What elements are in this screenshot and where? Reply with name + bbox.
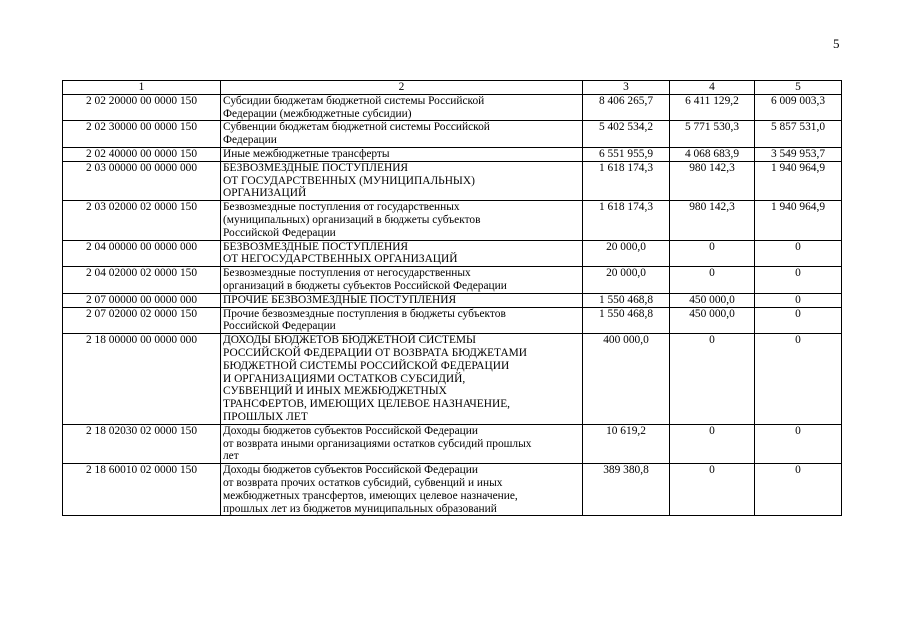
revenue-name-line: Российской Федерации: [223, 226, 336, 239]
revenue-name-cell: [221, 267, 583, 294]
revenue-name-cell: [221, 424, 583, 463]
budget-code-cell: 2 03 00000 00 0000 000: [63, 161, 221, 200]
column-number: 2: [221, 81, 583, 95]
table-row: [63, 464, 842, 516]
amount-cell-v3: 400 000,0: [583, 334, 670, 425]
page-number: 5: [833, 36, 840, 51]
table-row: [63, 334, 842, 425]
revenue-name-line: Доходы бюджетов субъектов Российской Федерации: [223, 464, 478, 477]
revenue-name-line: прошлых лет из бюджетов муниципальных образований: [223, 502, 497, 515]
budget-code-cell: 2 07 00000 00 0000 000: [63, 293, 221, 307]
budget-code-cell: 2 07 02000 02 0000 150: [63, 307, 221, 334]
budget-code-cell: 2 04 00000 00 0000 000: [63, 240, 221, 267]
amount-cell-v5: 0: [755, 240, 842, 267]
budget-code-cell: 2 03 02000 02 0000 150: [63, 201, 221, 240]
amount-cell-v5: 5 857 531,0: [755, 121, 842, 148]
revenue-name-line: СУБВЕНЦИЙ И ИНЫХ МЕЖБЮДЖЕТНЫХ: [223, 385, 447, 398]
revenue-name-cell: [221, 307, 583, 334]
amount-cell-v4: 5 771 530,3: [670, 121, 755, 148]
amount-cell-v5: 3 549 953,7: [755, 147, 842, 161]
budget-code-cell: 2 18 00000 00 0000 000: [63, 334, 221, 425]
column-number-row: [63, 81, 842, 95]
amount-cell-v3: 8 406 265,7: [583, 94, 670, 121]
revenue-name-line: Безвозмездные поступления от государственных: [223, 201, 460, 214]
amount-cell-v4: 4 068 683,9: [670, 147, 755, 161]
amount-cell-v5: 6 009 003,3: [755, 94, 842, 121]
revenue-name-line: Прочие безвозмездные поступления в бюджеты субъектов: [223, 307, 506, 320]
amount-cell-v3: 1 550 468,8: [583, 293, 670, 307]
revenue-name-line: ОТ НЕГОСУДАРСТВЕННЫХ ОРГАНИЗАЦИЙ: [223, 253, 458, 266]
revenue-name-cell: [221, 147, 583, 161]
table-row: [63, 424, 842, 463]
column-number: 1: [63, 81, 221, 95]
amount-cell-v4: 6 411 129,2: [670, 94, 755, 121]
amount-cell-v5: 0: [755, 464, 842, 516]
budget-code-cell: 2 02 40000 00 0000 150: [63, 147, 221, 161]
table-row: [63, 307, 842, 334]
amount-cell-v3: 20 000,0: [583, 240, 670, 267]
amount-cell-v4: 450 000,0: [670, 293, 755, 307]
amount-cell-v3: 1 618 174,3: [583, 161, 670, 200]
revenue-name-line: ОРГАНИЗАЦИЙ: [223, 187, 307, 200]
amount-cell-v5: 1 940 964,9: [755, 161, 842, 200]
amount-cell-v5: 0: [755, 267, 842, 294]
revenue-name-line: ДОХОДЫ БЮДЖЕТОВ БЮДЖЕТНОЙ СИСТЕМЫ: [223, 334, 476, 347]
amount-cell-v4: 450 000,0: [670, 307, 755, 334]
revenue-name-line: Безвозмездные поступления от негосударственных: [223, 267, 471, 280]
budget-code-cell: 2 18 02030 02 0000 150: [63, 424, 221, 463]
revenue-name-cell: [221, 201, 583, 240]
table-row: [63, 240, 842, 267]
revenue-name-line: организаций в бюджеты субъектов Российской Федерации: [223, 279, 507, 292]
revenue-name-cell: [221, 464, 583, 516]
budget-revenue-table: [62, 80, 842, 516]
table-row: [63, 267, 842, 294]
revenue-name-line: И ОРГАНИЗАЦИЯМИ ОСТАТКОВ СУБСИДИЙ,: [223, 372, 466, 385]
revenue-name-cell: [221, 121, 583, 148]
amount-cell-v3: 1 550 468,8: [583, 307, 670, 334]
revenue-name-cell: [221, 94, 583, 121]
table-row: [63, 293, 842, 307]
revenue-name-cell: [221, 334, 583, 425]
amount-cell-v3: 6 551 955,9: [583, 147, 670, 161]
revenue-name-line: БЮДЖЕТНОЙ СИСТЕМЫ РОССИЙСКОЙ ФЕДЕРАЦИИ: [223, 359, 510, 372]
amount-cell-v4: 980 142,3: [670, 201, 755, 240]
revenue-name-line: ПРОШЛЫХ ЛЕТ: [223, 410, 308, 423]
amount-cell-v5: 0: [755, 424, 842, 463]
table-row: [63, 94, 842, 121]
amount-cell-v4: 980 142,3: [670, 161, 755, 200]
amount-cell-v5: 0: [755, 334, 842, 425]
amount-cell-v5: 1 940 964,9: [755, 201, 842, 240]
amount-cell-v3: 20 000,0: [583, 267, 670, 294]
amount-cell-v4: 0: [670, 267, 755, 294]
revenue-name-line: Российской Федерации: [223, 320, 336, 333]
budget-code-cell: 2 04 02000 02 0000 150: [63, 267, 221, 294]
column-number: 3: [583, 81, 670, 95]
column-number: 5: [755, 81, 842, 95]
revenue-name-line: ОТ ГОСУДАРСТВЕННЫХ (МУНИЦИПАЛЬНЫХ): [223, 174, 475, 187]
revenue-name-line: лет: [223, 450, 239, 463]
revenue-name-line: БЕЗВОЗМЕЗДНЫЕ ПОСТУПЛЕНИЯ: [223, 161, 409, 174]
amount-cell-v3: 5 402 534,2: [583, 121, 670, 148]
table-row: [63, 121, 842, 148]
amount-cell-v3: 389 380,8: [583, 464, 670, 516]
table-row: [63, 161, 842, 200]
revenue-name-line: от возврата прочих остатков субсидий, субвенций и иных: [223, 476, 503, 489]
amount-cell-v4: 0: [670, 464, 755, 516]
column-number: 4: [670, 81, 755, 95]
revenue-name-line: Федерации (межбюджетные субсидии): [223, 107, 412, 120]
revenue-name-line: ТРАНСФЕРТОВ, ИМЕЮЩИХ ЦЕЛЕВОЕ НАЗНАЧЕНИЕ,: [223, 398, 511, 411]
revenue-name-line: Федерации: [223, 134, 277, 147]
revenue-name-line: (муниципальных) организаций в бюджеты субъектов: [223, 213, 481, 226]
amount-cell-v5: 0: [755, 307, 842, 334]
amount-cell-v3: 1 618 174,3: [583, 201, 670, 240]
amount-cell-v5: 0: [755, 293, 842, 307]
budget-code-cell: 2 02 30000 00 0000 150: [63, 121, 221, 148]
revenue-name-line: Субсидии бюджетам бюджетной системы Российской: [223, 94, 485, 107]
amount-cell-v4: 0: [670, 334, 755, 425]
amount-cell-v4: 0: [670, 240, 755, 267]
revenue-name-line: БЕЗВОЗМЕЗДНЫЕ ПОСТУПЛЕНИЯ: [223, 240, 409, 253]
amount-cell-v3: 10 619,2: [583, 424, 670, 463]
amount-cell-v4: 0: [670, 424, 755, 463]
revenue-name-cell: [221, 293, 583, 307]
table-row: [63, 201, 842, 240]
revenue-name-line: Иные межбюджетные трансферты: [223, 147, 390, 160]
revenue-name-line: РОССИЙСКОЙ ФЕДЕРАЦИИ ОТ ВОЗВРАТА БЮДЖЕТАМИ: [223, 346, 528, 359]
revenue-name-line: ПРОЧИЕ БЕЗВОЗМЕЗДНЫЕ ПОСТУПЛЕНИЯ: [223, 293, 457, 306]
table-row: [63, 147, 842, 161]
budget-code-cell: 2 18 60010 02 0000 150: [63, 464, 221, 516]
revenue-name-cell: [221, 161, 583, 200]
revenue-name-cell: [221, 240, 583, 267]
revenue-name-line: межбюджетных трансфертов, имеющих целевое назначение,: [223, 489, 518, 502]
budget-code-cell: 2 02 20000 00 0000 150: [63, 94, 221, 121]
revenue-name-line: Доходы бюджетов субъектов Российской Федерации: [223, 424, 478, 437]
revenue-name-line: Субвенции бюджетам бюджетной системы Российской: [223, 121, 490, 134]
revenue-name-line: от возврата иными организациями остатков субсидий прошлых: [223, 437, 532, 450]
